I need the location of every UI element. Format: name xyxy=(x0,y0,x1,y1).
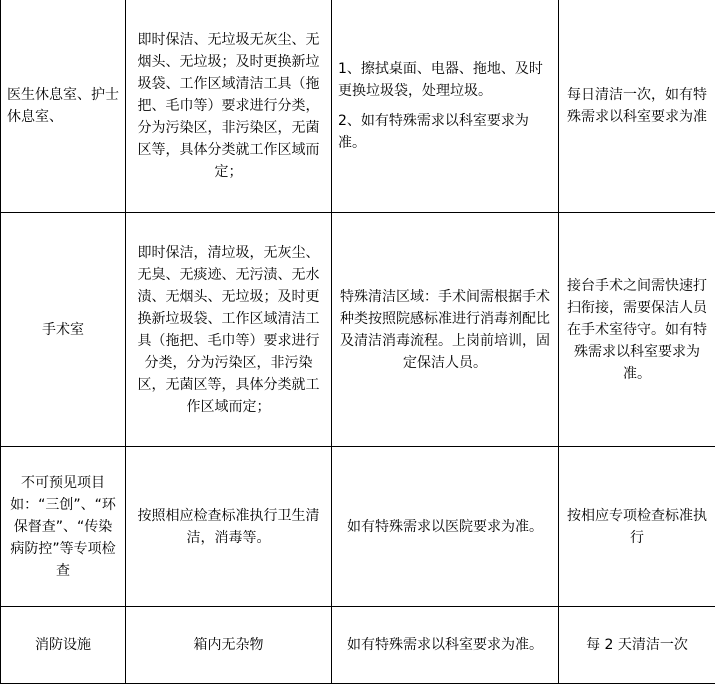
table-row xyxy=(1,447,715,607)
frequency-cell: 接台手术之间需快速打扫衔接，需要保洁人员在手术室待守。如有特殊需求以科室要求为准。 xyxy=(559,213,715,447)
frequency-cell: 按相应专项检查标准执行 xyxy=(559,447,715,607)
area-cell: 医生休息室、护士休息室、 xyxy=(1,0,126,213)
table-row xyxy=(1,607,715,684)
notes-cell: 如有特殊需求以医院要求为准。 xyxy=(332,447,559,607)
notes-cell xyxy=(332,0,559,213)
requirement-cell: 即时保洁，清垃圾，无灰尘、无臭、无痰迹、无污渍、无水渍、无烟头、无垃圾；及时更换新垃圾袋、工作区域清洁工具（拖把、毛巾等）要求进行分类，分为污染区，非污染区，无菌区等，具体分类就工作区域而定； xyxy=(126,213,332,447)
area-cell: 手术室 xyxy=(1,213,126,447)
notes-cell: 特殊清洁区域：手术间需根据手术种类按照院感标准进行消毒剂配比及清洁消毒流程。上岗前培训，固定保洁人员。 xyxy=(332,213,559,447)
requirement-cell: 箱内无杂物 xyxy=(126,607,332,684)
table-row xyxy=(1,213,715,447)
area-cell: 消防设施 xyxy=(1,607,126,684)
requirement-cell: 即时保洁、无垃圾无灰尘、无烟头、无垃圾；及时更换新垃圾袋、工作区域清洁工具（拖把、毛巾等）要求进行分类，分为污染区，非污染区，无菌区等，具体分类就工作区域而定； xyxy=(126,0,332,213)
frequency-cell: 每日清洁一次，如有特殊需求以科室要求为准 xyxy=(559,0,715,213)
notes-item-1: 1、擦拭桌面、电器、拖地、及时更换垃圾袋，处理垃圾。 xyxy=(338,58,552,102)
frequency-cell: 每 2 天清洁一次 xyxy=(559,607,715,684)
requirement-cell: 按照相应检查标准执行卫生清洁，消毒等。 xyxy=(126,447,332,607)
notes-item-2: 2、如有特殊需求以科室要求为准。 xyxy=(338,110,552,154)
table-row xyxy=(1,0,715,213)
notes-cell: 如有特殊需求以科室要求为准。 xyxy=(332,607,559,684)
area-cell: 不可预见项目如：“三创”、“环保督查”、“传染病防控”等专项检查 xyxy=(1,447,126,607)
